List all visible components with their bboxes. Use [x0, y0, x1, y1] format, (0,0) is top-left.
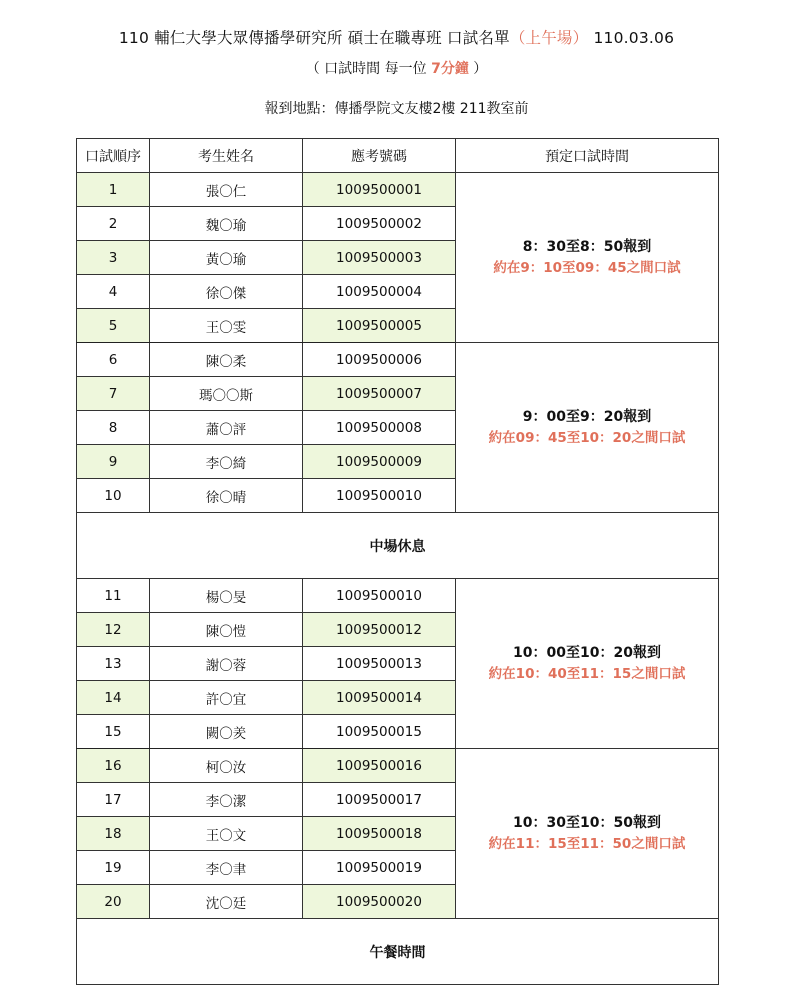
id-cell: 1009500002 — [303, 207, 456, 241]
time-slot-1 — [456, 173, 719, 343]
order-cell: 6 — [77, 343, 150, 377]
break-label: 午餐時間 — [77, 919, 719, 985]
name-cell: 魏〇瑜 — [150, 207, 303, 241]
id-cell: 1009500016 — [303, 749, 456, 783]
id-cell: 1009500014 — [303, 681, 456, 715]
subtitle-duration: 7分鐘 — [431, 61, 469, 77]
name-cell: 王〇文 — [150, 817, 303, 851]
exam-window: 約在09：45至10：20之間口試 — [488, 429, 686, 446]
name-cell: 李〇聿 — [150, 851, 303, 885]
exam-window: 約在9：10至09：45之間口試 — [493, 259, 681, 276]
name-cell: 謝〇蓉 — [150, 647, 303, 681]
subtitle-post: ） — [468, 61, 488, 77]
id-cell: 1009500004 — [303, 275, 456, 309]
break-label: 中場休息 — [77, 513, 719, 579]
subtitle-pre: （ 口試時間 每一位 — [305, 61, 432, 77]
id-cell: 1009500013 — [303, 647, 456, 681]
order-cell: 1 — [77, 173, 150, 207]
time-slot-3 — [456, 579, 719, 749]
name-cell: 徐〇晴 — [150, 479, 303, 513]
id-cell: 1009500001 — [303, 173, 456, 207]
order-cell: 18 — [77, 817, 150, 851]
order-cell: 9 — [77, 445, 150, 479]
schedule-table — [76, 138, 719, 985]
header-id: 應考號碼 — [303, 139, 456, 173]
name-cell: 楊〇旻 — [150, 579, 303, 613]
order-cell: 7 — [77, 377, 150, 411]
checkin-time: 10：30至10：50報到 — [513, 814, 661, 831]
checkin-time: 10：00至10：20報到 — [513, 644, 661, 661]
table-header-row — [77, 139, 719, 173]
id-cell: 1009500010 — [303, 579, 456, 613]
order-cell: 17 — [77, 783, 150, 817]
exam-window: 約在10：40至11：15之間口試 — [488, 665, 686, 682]
id-cell: 1009500006 — [303, 343, 456, 377]
document-subtitle — [0, 58, 793, 78]
id-cell: 1009500003 — [303, 241, 456, 275]
table-row — [77, 173, 719, 207]
name-cell: 柯〇汝 — [150, 749, 303, 783]
name-cell: 張〇仁 — [150, 173, 303, 207]
id-cell: 1009500015 — [303, 715, 456, 749]
id-cell: 1009500019 — [303, 851, 456, 885]
checkin-time: 8：30至8：50報到 — [522, 238, 652, 255]
name-cell: 陳〇柔 — [150, 343, 303, 377]
order-cell: 11 — [77, 579, 150, 613]
id-cell: 1009500012 — [303, 613, 456, 647]
id-cell: 1009500017 — [303, 783, 456, 817]
order-cell: 20 — [77, 885, 150, 919]
id-cell: 1009500018 — [303, 817, 456, 851]
order-cell: 16 — [77, 749, 150, 783]
header-time: 預定口試時間 — [456, 139, 719, 173]
name-cell: 陳〇愷 — [150, 613, 303, 647]
order-cell: 8 — [77, 411, 150, 445]
location-text: 報到地點：傳播學院文友樓2樓 211教室前 — [264, 101, 529, 117]
id-cell: 1009500010 — [303, 479, 456, 513]
title-session: （上午場） — [509, 29, 589, 47]
title-date: 110.03.06 — [593, 29, 675, 47]
order-cell: 14 — [77, 681, 150, 715]
order-cell: 12 — [77, 613, 150, 647]
id-cell: 1009500009 — [303, 445, 456, 479]
id-cell: 1009500008 — [303, 411, 456, 445]
name-cell: 李〇綺 — [150, 445, 303, 479]
order-cell: 15 — [77, 715, 150, 749]
name-cell: 李〇潔 — [150, 783, 303, 817]
time-slot-2 — [456, 343, 719, 513]
table-row — [77, 343, 719, 377]
name-cell: 蕭〇評 — [150, 411, 303, 445]
id-cell: 1009500005 — [303, 309, 456, 343]
name-cell: 王〇雯 — [150, 309, 303, 343]
id-cell: 1009500020 — [303, 885, 456, 919]
order-cell: 10 — [77, 479, 150, 513]
name-cell: 瑪〇〇斯 — [150, 377, 303, 411]
name-cell: 沈〇廷 — [150, 885, 303, 919]
order-cell: 19 — [77, 851, 150, 885]
time-slot-4 — [456, 749, 719, 919]
name-cell: 徐〇傑 — [150, 275, 303, 309]
break-row — [77, 513, 719, 579]
name-cell: 黃〇瑜 — [150, 241, 303, 275]
table-row — [77, 579, 719, 613]
name-cell: 闕〇羑 — [150, 715, 303, 749]
checkin-time: 9：00至9：20報到 — [522, 408, 652, 425]
header-order: 口試順序 — [77, 139, 150, 173]
id-cell: 1009500007 — [303, 377, 456, 411]
exam-window: 約在11：15至11：50之間口試 — [488, 835, 686, 852]
header-name: 考生姓名 — [150, 139, 303, 173]
name-cell: 許〇宜 — [150, 681, 303, 715]
title-main: 110 輔仁大學大眾傳播學研究所 碩士在職專班 口試名單 — [118, 29, 510, 47]
order-cell: 2 — [77, 207, 150, 241]
order-cell: 3 — [77, 241, 150, 275]
order-cell: 5 — [77, 309, 150, 343]
break-row — [77, 919, 719, 985]
document-title — [0, 26, 793, 48]
table-row — [77, 749, 719, 783]
order-cell: 4 — [77, 275, 150, 309]
order-cell: 13 — [77, 647, 150, 681]
